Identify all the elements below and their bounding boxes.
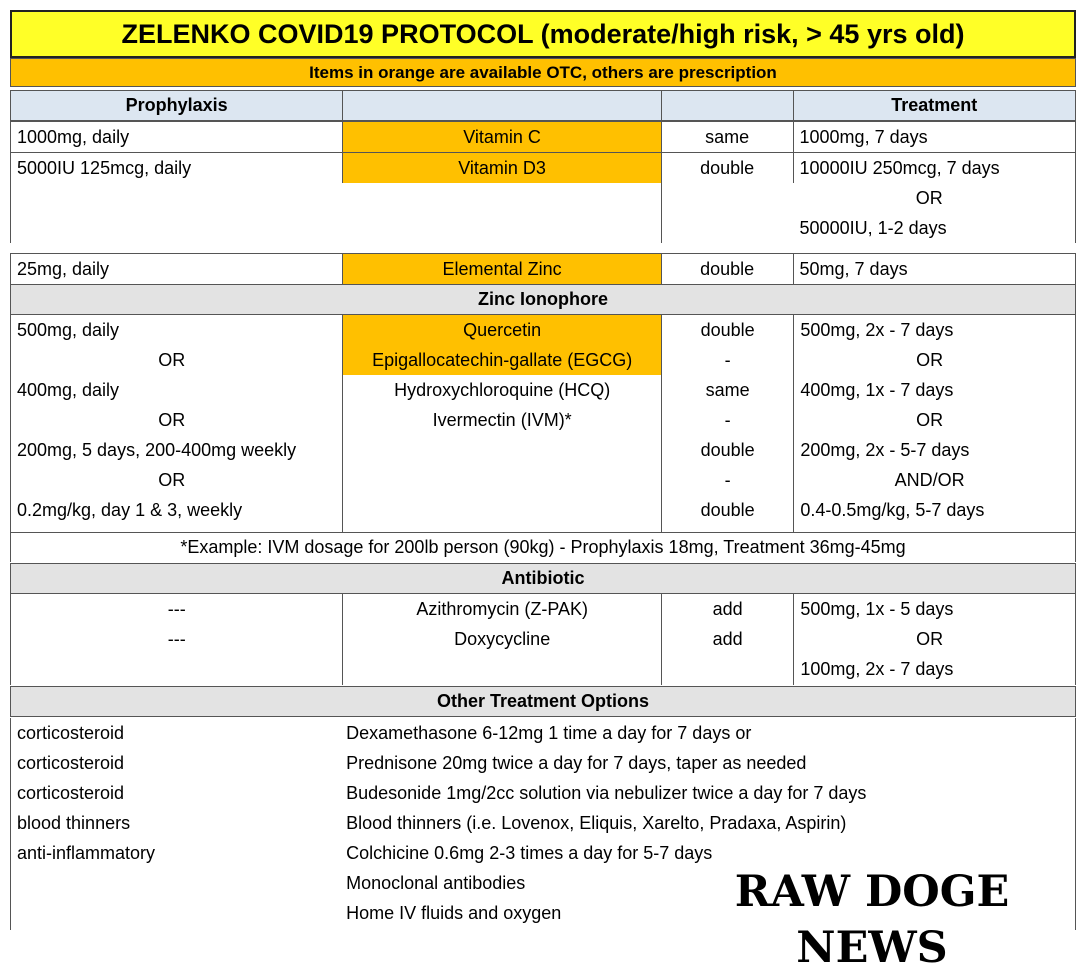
treatment-dose: 400mg, 1x - 7 days xyxy=(800,380,954,400)
prophylaxis-or: OR xyxy=(158,350,186,370)
treatment-dose: 500mg, 2x - 7 days xyxy=(800,320,954,340)
section-zinc-ionophore xyxy=(10,284,1076,315)
treatment-or: OR xyxy=(916,629,944,649)
treatment-or: OR xyxy=(916,350,944,370)
item-name: Epigallocatechin-gallate (EGCG) xyxy=(343,345,661,375)
item-cell xyxy=(343,153,661,243)
dose-change: double xyxy=(700,440,755,460)
ionophore-block xyxy=(10,315,1076,532)
dose-change: - xyxy=(724,410,731,430)
item-name: Doxycycline xyxy=(454,629,551,649)
treatment-or: OR xyxy=(916,410,944,430)
item-name: Elemental Zinc xyxy=(343,254,661,284)
header-treatment: Treatment xyxy=(891,95,978,115)
treatment-dose: 500mg, 1x - 5 days xyxy=(800,599,954,619)
option-text: Monoclonal antibodies xyxy=(346,873,526,893)
prophylaxis-or: OR xyxy=(158,410,186,430)
item-name: Vitamin D3 xyxy=(343,153,660,183)
dose-change: same xyxy=(662,122,794,152)
table-row xyxy=(10,152,1076,243)
prophylaxis-dose: 400mg, daily xyxy=(17,380,120,400)
column-headers xyxy=(10,90,1076,121)
treatment-dose: 200mg, 2x - 5-7 days xyxy=(800,440,970,460)
treatment-dose: 10000IU 250mcg, 7 days xyxy=(799,158,1000,178)
option-text: Blood thinners (i.e. Lovenox, Eliquis, Xarelto, Pradaxa, Aspirin) xyxy=(346,813,847,833)
otc-banner xyxy=(10,58,1076,87)
prophylaxis-dose: 5000IU 125mcg, daily xyxy=(11,153,343,183)
item-name: Vitamin C xyxy=(343,122,661,152)
item-name: Ivermectin (IVM)* xyxy=(432,410,572,430)
antibiotic-block xyxy=(10,594,1076,685)
item-name: Quercetin xyxy=(343,315,661,345)
prophylaxis-dose: --- xyxy=(167,599,186,619)
prophylaxis-dose: 1000mg, daily xyxy=(11,122,343,152)
dose-change: double xyxy=(662,254,794,284)
option-text: Dexamethasone 6-12mg 1 time a day for 7 days or xyxy=(346,723,752,743)
prophylaxis-or: OR xyxy=(158,470,186,490)
option-category: corticosteroid xyxy=(17,723,125,743)
option-category: corticosteroid xyxy=(17,783,125,803)
ivm-example-text: *Example: IVM dosage for 200lb person (90kg) - Prophylaxis 18mg, Treatment 36mg-45mg xyxy=(180,537,906,557)
item-name: Hydroxychloroquine (HCQ) xyxy=(394,380,611,400)
dose-change: double xyxy=(700,500,755,520)
category-column xyxy=(11,718,342,930)
option-text: Colchicine 0.6mg 2-3 times a day for 5-7 days xyxy=(346,843,713,863)
table-row xyxy=(10,121,1076,152)
dose-change: add xyxy=(712,629,743,649)
section-title: Zinc Ionophore xyxy=(478,289,608,309)
dose-change: - xyxy=(724,350,731,370)
protocol-sheet xyxy=(10,10,1076,923)
treatment-or: OR xyxy=(915,188,943,208)
treatment-dose: 50mg, 7 days xyxy=(799,259,908,279)
watermark-logo: RAW DOGE NEWS xyxy=(672,864,1072,920)
treatment-cell xyxy=(794,153,1075,243)
prophylaxis-column xyxy=(11,315,343,532)
item-column xyxy=(343,315,662,532)
option-text: Home IV fluids and oxygen xyxy=(346,903,562,923)
change-column xyxy=(662,315,794,532)
prophylaxis-column xyxy=(11,594,343,685)
section-title: Antibiotic xyxy=(501,568,585,588)
ivm-example-note xyxy=(10,532,1076,562)
prophylaxis-dose: 25mg, daily xyxy=(11,254,343,284)
option-text: Prednisone 20mg twice a day for 7 days, taper as needed xyxy=(346,753,807,773)
section-title: Other Treatment Options xyxy=(436,691,650,711)
header-change xyxy=(662,91,794,120)
item-name: Azithromycin (Z-PAK) xyxy=(416,599,589,619)
treatment-and-or: AND/OR xyxy=(894,470,965,490)
section-antibiotic xyxy=(10,563,1076,594)
change-column xyxy=(662,594,794,685)
prophylaxis-dose: 500mg, daily xyxy=(17,320,120,340)
treatment-dose: 0.4-0.5mg/kg, 5-7 days xyxy=(800,500,985,520)
option-text: Budesonide 1mg/2cc solution via nebulizer twice a day for 7 days xyxy=(346,783,867,803)
item-column xyxy=(343,594,662,685)
header-prophylaxis: Prophylaxis xyxy=(11,91,343,120)
treatment-dose: 100mg, 2x - 7 days xyxy=(800,659,954,679)
otc-note: Items in orange are available OTC, others are prescription xyxy=(309,62,777,82)
treatment-column xyxy=(794,315,1075,532)
option-category: anti-inflammatory xyxy=(17,843,156,863)
prophylaxis-dose: --- xyxy=(167,629,186,649)
dose-change: double xyxy=(700,320,755,340)
treatment-dose: 50000IU, 1-2 days xyxy=(799,218,947,238)
treatment-dose: 1000mg, 7 days xyxy=(799,127,928,147)
prophylaxis-dose: 0.2mg/kg, day 1 & 3, weekly xyxy=(17,500,243,520)
dose-change: same xyxy=(705,380,750,400)
prophylaxis-dose: 200mg, 5 days, 200-400mg weekly xyxy=(17,440,297,460)
section-other-treatment xyxy=(10,686,1076,717)
dose-change: add xyxy=(712,599,743,619)
option-category: blood thinners xyxy=(17,813,131,833)
treatment-column xyxy=(794,594,1075,685)
table-row xyxy=(10,253,1076,284)
option-category: corticosteroid xyxy=(17,753,125,773)
dose-change: double xyxy=(662,153,794,183)
dose-change: - xyxy=(724,470,731,490)
title-banner xyxy=(10,10,1076,58)
header-item xyxy=(343,91,661,120)
page-title: ZELENKO COVID19 PROTOCOL (moderate/high risk, > 45 yrs old) xyxy=(121,18,965,49)
